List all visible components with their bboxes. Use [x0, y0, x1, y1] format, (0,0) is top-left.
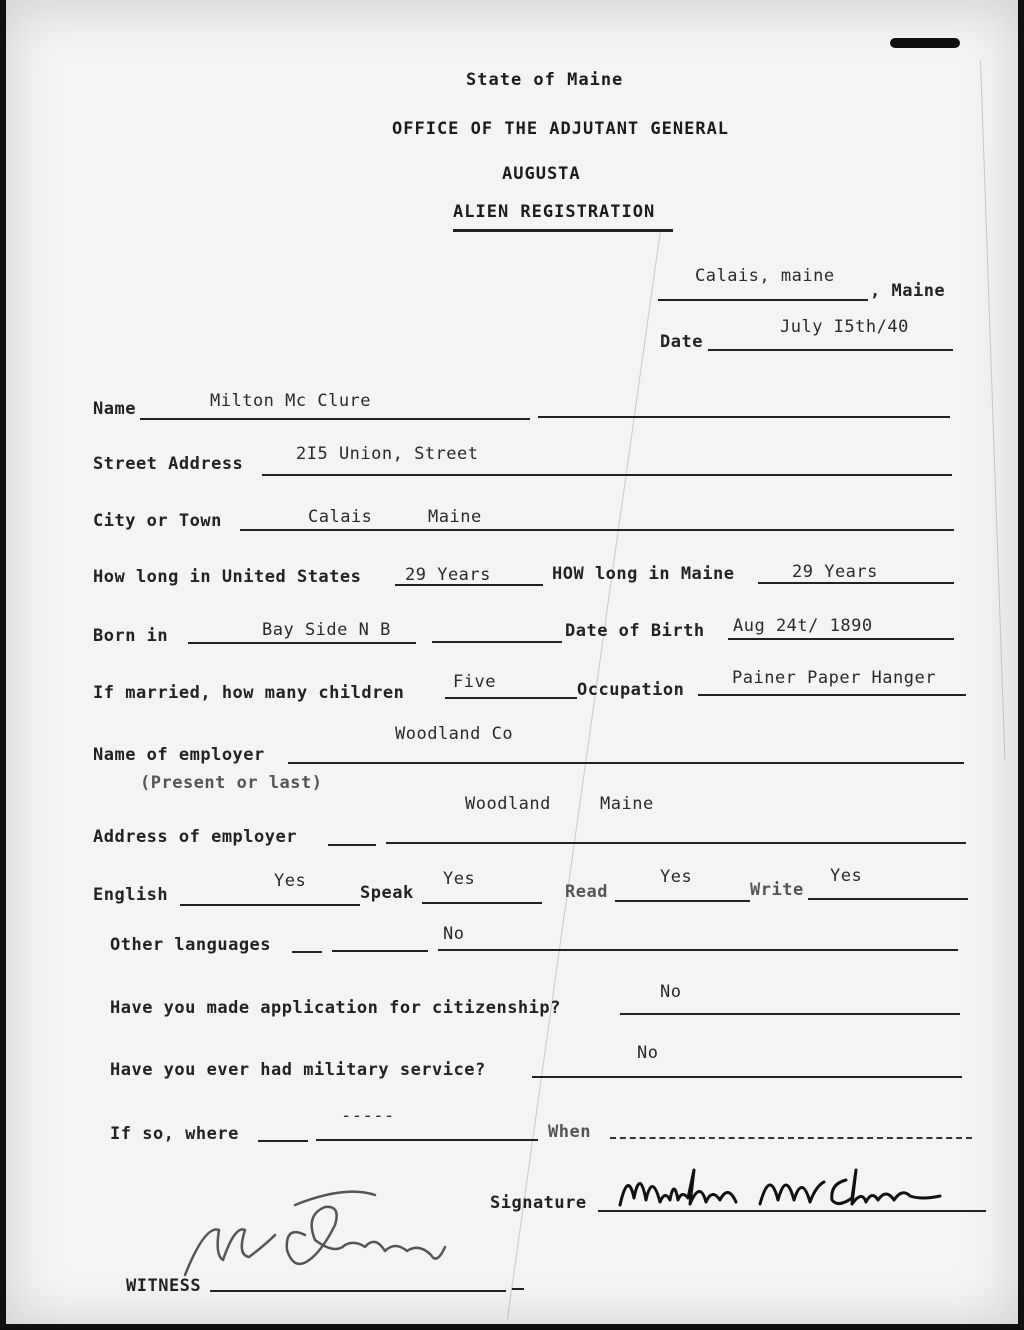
speak-value: Yes	[443, 869, 476, 889]
witness-line	[210, 1290, 506, 1292]
place-line	[658, 299, 868, 301]
employer-line	[288, 762, 964, 764]
form-title: ALIEN REGISTRATION	[453, 202, 656, 222]
city-heading: AUGUSTA	[502, 164, 581, 184]
employer-addr-state: Maine	[600, 794, 654, 814]
where-value: -----	[341, 1106, 395, 1126]
us-label: How long in United States	[93, 567, 362, 587]
write-label: Write	[750, 880, 804, 900]
us-value: 29 Years	[405, 565, 491, 585]
place-suffix-text: Maine	[891, 281, 946, 301]
signature-label: Signature	[490, 1193, 587, 1213]
maine-label: HOW long in Maine	[552, 564, 735, 584]
employer-sublabel: (Present or last)	[140, 773, 323, 793]
where-label: If so, where	[110, 1124, 239, 1144]
military-line	[532, 1076, 962, 1078]
witness-signature	[175, 1185, 475, 1285]
children-label: If married, how many children	[93, 683, 405, 703]
english-value: Yes	[274, 871, 307, 891]
other-lang-line-2	[332, 950, 428, 952]
paper-crease	[980, 60, 1005, 760]
military-value: No	[637, 1043, 659, 1063]
place-suffix: , Maine	[870, 281, 946, 301]
where-line-2	[316, 1139, 538, 1141]
date-line	[708, 349, 953, 351]
paper-crease	[507, 230, 661, 1319]
read-line	[615, 900, 750, 902]
occupation-label: Occupation	[577, 680, 685, 700]
other-lang-line	[292, 951, 322, 953]
citizenship-label: Have you made application for citizenship?	[110, 998, 561, 1018]
born-label: Born in	[93, 626, 169, 646]
read-value: Yes	[660, 867, 693, 887]
speak-line	[422, 902, 542, 904]
employer-value: Woodland Co	[395, 724, 514, 744]
born-line	[188, 642, 416, 644]
where-line	[258, 1140, 308, 1142]
name-line-2	[538, 416, 950, 418]
speak-label: Speak	[360, 883, 414, 903]
when-label: When	[548, 1122, 591, 1142]
city-line	[240, 529, 954, 531]
name-label: Name	[93, 399, 136, 419]
street-label: Street Address	[93, 454, 244, 474]
dob-value: Aug 24t/ 1890	[733, 616, 873, 636]
employer-addr-line-2	[386, 842, 966, 844]
occupation-value: Painer Paper Hanger	[732, 668, 936, 688]
maine-value: 29 Years	[792, 562, 878, 582]
street-line	[262, 474, 952, 476]
title-underline	[453, 229, 673, 232]
date-label: Date	[660, 332, 703, 352]
write-value: Yes	[830, 866, 863, 886]
date-value: July I5th/40	[780, 317, 909, 337]
employer-label: Name of employer	[93, 745, 265, 765]
military-label: Have you ever had military service?	[110, 1060, 486, 1080]
born-value: Bay Side N B	[262, 620, 391, 640]
born-line-2	[432, 641, 562, 643]
occupation-line	[698, 694, 966, 696]
scan-edge-right	[1018, 0, 1024, 1330]
witness-label: WITNESS	[126, 1276, 202, 1296]
city-label: City or Town	[93, 511, 222, 531]
other-lang-line-3	[438, 949, 958, 951]
maine-line	[758, 582, 954, 584]
office-heading: OFFICE OF THE ADJUTANT GENERAL	[392, 119, 730, 139]
street-value: 2I5 Union, Street	[296, 444, 479, 464]
children-line	[445, 697, 577, 699]
city-state-value: Maine	[428, 507, 482, 527]
citizenship-value: No	[660, 982, 682, 1002]
other-lang-label: Other languages	[110, 935, 272, 955]
write-line	[808, 898, 968, 900]
handwritten-signature	[610, 1160, 970, 1230]
scan-edge-bottom	[0, 1324, 1024, 1330]
employer-addr-value: Woodland	[465, 794, 551, 814]
state-heading: State of Maine	[466, 70, 624, 90]
witness-line-end	[512, 1288, 524, 1290]
place-value: Calais, maine	[695, 266, 835, 286]
english-line	[180, 904, 360, 906]
us-line	[395, 584, 543, 586]
read-label: Read	[565, 882, 608, 902]
name-value: Milton Mc Clure	[210, 391, 372, 411]
dob-line	[728, 638, 954, 640]
city-value: Calais	[308, 507, 373, 527]
citizenship-line	[620, 1013, 960, 1015]
ink-smudge	[890, 38, 960, 48]
when-line	[610, 1137, 972, 1139]
english-label: English	[93, 885, 169, 905]
scan-edge-left	[0, 0, 6, 1330]
name-line	[140, 418, 530, 420]
dob-label: Date of Birth	[565, 621, 705, 641]
other-lang-value: No	[443, 924, 465, 944]
employer-addr-label: Address of employer	[93, 827, 297, 847]
children-value: Five	[453, 672, 496, 692]
employer-addr-line	[328, 844, 376, 846]
